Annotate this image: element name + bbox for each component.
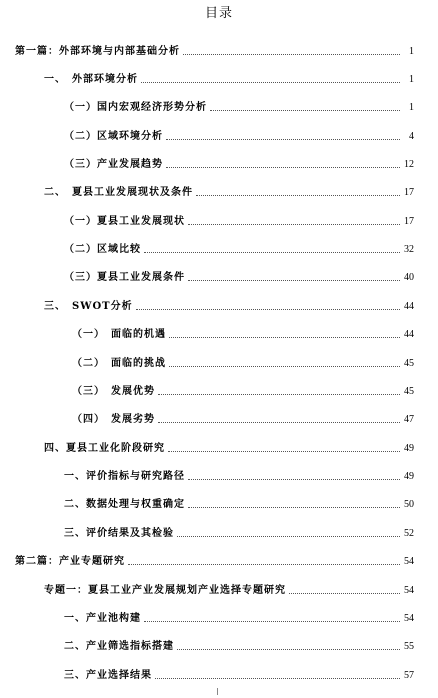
dot-leader xyxy=(210,110,400,111)
toc-entry-part-1[interactable] xyxy=(15,42,414,58)
toc-entry-label: （一）夏县工业发展现状 xyxy=(64,216,185,227)
toc-entry-page: 49 xyxy=(404,471,414,482)
toc-entry-page: 44 xyxy=(404,329,414,340)
dot-leader xyxy=(168,451,400,452)
toc-entry-page: 54 xyxy=(404,585,414,596)
dot-leader xyxy=(169,366,400,367)
dot-leader xyxy=(158,394,400,395)
dot-leader xyxy=(169,337,400,338)
toc-entry-subsection-4-1[interactable] xyxy=(64,467,414,483)
toc-entry-topic-1-1[interactable] xyxy=(64,609,414,625)
toc-entry-label: 第二篇：产业专题研究 xyxy=(15,556,125,567)
toc-entry-section-2[interactable] xyxy=(44,183,414,199)
toc-title: 目录 xyxy=(204,6,233,21)
dot-leader xyxy=(128,564,400,565)
toc-entry-page: 49 xyxy=(404,443,414,454)
toc-entry-page: 54 xyxy=(404,613,414,624)
dot-leader xyxy=(166,139,400,140)
toc-entry-label: 专题一：夏县工业产业发展规划产业选择专题研究 xyxy=(44,585,286,596)
dot-leader xyxy=(188,479,400,480)
toc-entry-label: 三、 SWOT分析 xyxy=(44,301,133,312)
toc-entry-page: 17 xyxy=(404,216,414,227)
dot-leader xyxy=(188,224,400,225)
toc-entry-label: （一）国内宏观经济形势分析 xyxy=(64,102,207,113)
toc-entry-label: 三、产业选择结果 xyxy=(64,670,152,681)
toc-entry-label: （四） 发展劣势 xyxy=(72,414,155,425)
toc-entry-part-2[interactable] xyxy=(15,552,414,568)
toc-entry-page: 40 xyxy=(404,272,414,283)
toc-entry-label: 一、评价指标与研究路径 xyxy=(64,471,185,482)
dot-leader xyxy=(158,422,400,423)
dot-leader xyxy=(188,507,400,508)
toc-entry-page: 50 xyxy=(404,499,414,510)
toc-entry-label: （一） 面临的机遇 xyxy=(72,329,166,340)
toc-entry-page: 1 xyxy=(409,102,414,113)
toc-entry-subsection-3-2[interactable] xyxy=(72,354,414,370)
toc-entry-page: 54 xyxy=(404,556,414,567)
toc-entry-topic-1-3[interactable] xyxy=(64,666,414,682)
toc-entry-label: 四、夏县工业化阶段研究 xyxy=(44,443,165,454)
dot-leader xyxy=(141,82,400,83)
dot-leader xyxy=(166,167,400,168)
toc-entry-page: 1 xyxy=(409,46,414,57)
toc-entry-page: 4 xyxy=(409,131,414,142)
toc-entry-label: 一、产业池构建 xyxy=(64,613,141,624)
page-edge-mark xyxy=(217,688,218,695)
toc-entry-subsection-4-3[interactable] xyxy=(64,524,414,540)
toc-entry-label: （三）产业发展趋势 xyxy=(64,159,163,170)
toc-entry-label: 二、数据处理与权重确定 xyxy=(64,499,185,510)
dot-leader xyxy=(144,252,400,253)
toc-entry-subsection-1-3[interactable] xyxy=(64,155,414,171)
toc-entry-page: 47 xyxy=(404,414,414,425)
toc-entry-subsection-3-1[interactable] xyxy=(72,325,414,341)
toc-entry-label: 第一篇：外部环境与内部基础分析 xyxy=(15,46,180,57)
toc-entry-page: 45 xyxy=(404,386,414,397)
toc-entry-subsection-2-2[interactable] xyxy=(64,240,414,256)
toc-entry-page: 44 xyxy=(404,301,414,312)
toc-entry-section-1[interactable] xyxy=(44,70,414,86)
toc-entry-label: （三）夏县工业发展条件 xyxy=(64,272,185,283)
toc-entry-subsection-2-3[interactable] xyxy=(64,268,414,284)
toc-entry-label: 三、评价结果及其检验 xyxy=(64,528,174,539)
toc-entry-section-3[interactable] xyxy=(44,297,414,313)
toc-entry-label: （二）区域比较 xyxy=(64,244,141,255)
toc-entry-label: （二） 面临的挑战 xyxy=(72,358,166,369)
dot-leader xyxy=(177,649,400,650)
toc-entry-subsection-2-1[interactable] xyxy=(64,212,414,228)
toc-entry-page: 12 xyxy=(404,159,414,170)
toc-entry-page: 57 xyxy=(404,670,414,681)
dot-leader xyxy=(188,280,400,281)
toc-entry-page: 52 xyxy=(404,528,414,539)
toc-entry-page: 32 xyxy=(404,244,414,255)
toc-entry-section-4[interactable] xyxy=(44,439,414,455)
toc-entry-label: 二、产业筛选指标搭建 xyxy=(64,641,174,652)
dot-leader xyxy=(144,621,400,622)
toc-entry-page: 17 xyxy=(404,187,414,198)
dot-leader xyxy=(177,536,400,537)
toc-entry-subsection-3-3[interactable] xyxy=(72,382,414,398)
toc-entry-page: 55 xyxy=(404,641,414,652)
toc-entry-topic-1[interactable] xyxy=(44,581,414,597)
toc-entry-label: （二）区域环境分析 xyxy=(64,131,163,142)
toc-entry-subsection-3-4[interactable] xyxy=(72,410,414,426)
toc-entry-topic-1-2[interactable] xyxy=(64,637,414,653)
toc-entry-page: 1 xyxy=(409,74,414,85)
toc-entry-label: 一、 外部环境分析 xyxy=(44,74,138,85)
dot-leader xyxy=(155,678,400,679)
toc-entry-subsection-1-1[interactable] xyxy=(64,98,414,114)
toc-entry-subsection-1-2[interactable] xyxy=(64,127,414,143)
dot-leader xyxy=(136,309,400,310)
toc-entry-subsection-4-2[interactable] xyxy=(64,495,414,511)
dot-leader xyxy=(183,54,400,55)
dot-leader xyxy=(196,195,400,196)
toc-entry-page: 45 xyxy=(404,358,414,369)
toc-entry-label: 二、 夏县工业发展现状及条件 xyxy=(44,187,193,198)
toc-entry-label: （三） 发展优势 xyxy=(72,386,155,397)
dot-leader xyxy=(289,593,400,594)
